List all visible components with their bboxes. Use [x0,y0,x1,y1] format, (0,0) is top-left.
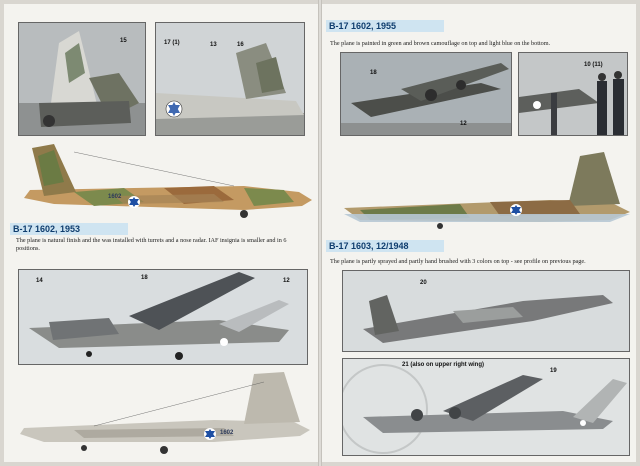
callout-label: 20 [420,280,427,286]
section-description: The plane is natural finish and the was installed with turrets and a nose radar. IAF insignia is smaller and in 6 positions. [16,237,287,252]
callout-label: 19 [550,368,557,374]
photo-in-flight-upper-wing [342,358,630,456]
photo-engine-closeup [340,52,512,136]
photo-flight-natural-finish [18,269,308,365]
callout-label: 18 [141,275,148,281]
callout-label: 15 [120,38,127,44]
left-page [4,4,318,462]
aircraft-serial: 1602 [108,194,122,200]
callout-label: 10 (11) [584,62,603,68]
right-page [322,4,636,462]
aircraft-profile-camouflage [14,142,314,222]
callout-label: 18 [370,70,377,76]
callout-label: 17 (1) [164,40,180,46]
aircraft-profile-natural-metal [14,368,314,456]
callout-label: 13 [210,42,217,48]
photo-partly-brushed [342,270,630,352]
section-title: B-17 1602, 1955 [326,20,444,32]
callout-label: 16 [237,42,244,48]
section-title: B-17 1602, 1953 [10,223,128,235]
aircraft-serial: 1602 [220,430,234,436]
callout-label: 12 [460,121,467,127]
section-description: The plane is painted in green and brown camouflage on top and light blue on the bottom. [330,40,551,47]
callout-label: 12 [283,278,290,284]
aircraft-profile-green-brown [340,148,632,230]
callout-label: 14 [36,278,43,284]
photo-crew-tail [518,52,628,136]
callout-label: 21 (also on upper right wing) [402,362,485,368]
section-title: B-17 1603, 12/1948 [326,240,444,252]
section-description: The plane is partly sprayed and partly hand brushed with 3 colors on top - see profile on previous page. [330,258,586,265]
